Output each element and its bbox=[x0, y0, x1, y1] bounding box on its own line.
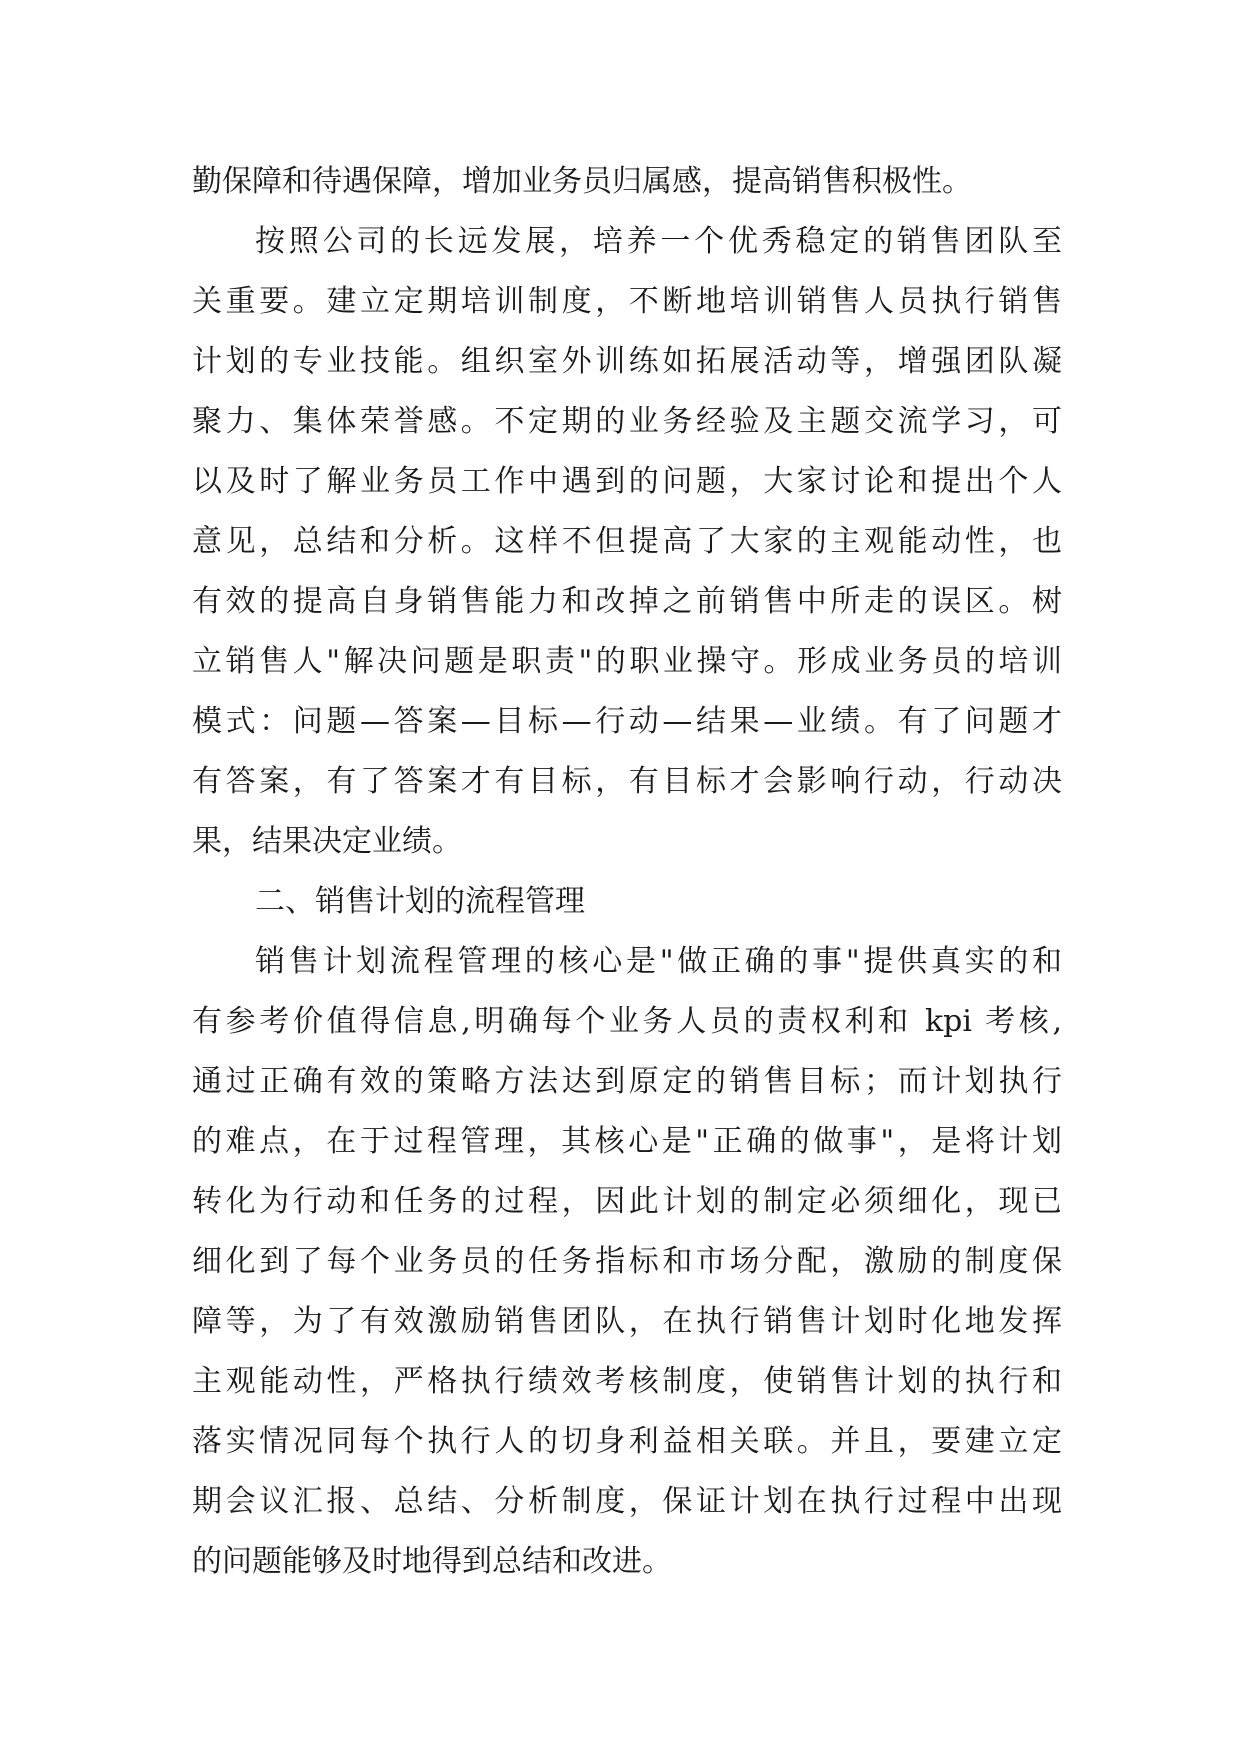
text-line: 立销售人"解决问题是职责"的职业操守。形成业务员的培训 bbox=[192, 644, 1062, 679]
text-line: 有答案，有了答案才有目标，有目标才会影响行动，行动决 bbox=[192, 764, 1062, 799]
text-line: 落实情况同每个执行人的切身利益相关联。并且，要建立定 bbox=[192, 1424, 1062, 1459]
text-line: 的难点，在于过程管理，其核心是"正确的做事"，是将计划 bbox=[192, 1124, 1062, 1159]
paragraph-first-line: 二、销售计划的流程管理 bbox=[255, 884, 585, 919]
text-line: 有参考价值得信息,明确每个业务人员的责权利和 kpi 考核, bbox=[192, 1004, 1062, 1039]
paragraph-first-line: 销售计划流程管理的核心是"做正确的事"提供真实的和 bbox=[255, 944, 1062, 979]
text-line: 期会议汇报、总结、分析制度，保证计划在执行过程中出现 bbox=[192, 1484, 1062, 1519]
text-line: 有效的提高自身销售能力和改掉之前销售中所走的误区。树 bbox=[192, 584, 1062, 619]
text-line: 以及时了解业务员工作中遇到的问题，大家讨论和提出个人 bbox=[192, 464, 1062, 499]
document-body bbox=[192, 152, 1062, 1592]
text-line: 主观能动性，严格执行绩效考核制度，使销售计划的执行和 bbox=[192, 1364, 1062, 1399]
text-line: 障等，为了有效激励销售团队，在执行销售计划时化地发挥 bbox=[192, 1304, 1062, 1339]
text-line: 关重要。建立定期培训制度，不断地培训销售人员执行销售 bbox=[192, 284, 1062, 319]
paragraph-first-line: 按照公司的长远发展，培养一个优秀稳定的销售团队至 bbox=[255, 224, 1062, 259]
text-line: 计划的专业技能。组织室外训练如拓展活动等，增强团队凝 bbox=[192, 344, 1062, 379]
text-line: 转化为行动和任务的过程，因此计划的制定必须细化，现已 bbox=[192, 1184, 1062, 1219]
text-line: 细化到了每个业务员的任务指标和市场分配，激励的制度保 bbox=[192, 1244, 1062, 1279]
text-line: 通过正确有效的策略方法达到原定的销售目标；而计划执行 bbox=[192, 1064, 1062, 1099]
text-line: 果，结果决定业绩。 bbox=[192, 824, 462, 859]
text-line: 聚力、集体荣誉感。不定期的业务经验及主题交流学习，可 bbox=[192, 404, 1062, 439]
text-line: 勤保障和待遇保障，增加业务员归属感，提高销售积极性。 bbox=[192, 164, 972, 199]
text-line: 意见，总结和分析。这样不但提高了大家的主观能动性，也 bbox=[192, 524, 1062, 559]
text-line: 的问题能够及时地得到总结和改进。 bbox=[192, 1544, 672, 1579]
text-line: 模式：问题—答案—目标—行动—结果—业绩。有了问题才 bbox=[192, 704, 1062, 739]
